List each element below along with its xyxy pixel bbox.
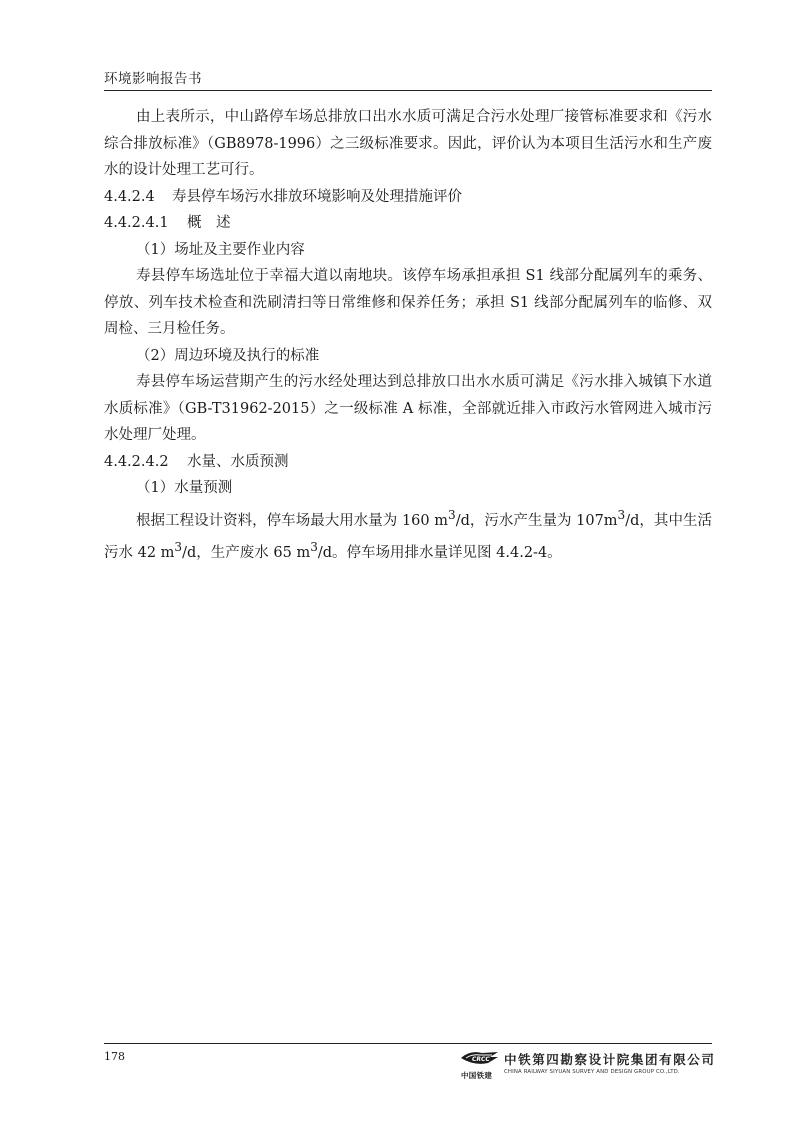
brand-name: 中国铁建	[461, 1071, 493, 1080]
superscript: 3	[617, 507, 626, 522]
page-header	[104, 67, 712, 87]
logo-text: CRCC	[472, 1056, 490, 1063]
document-body	[104, 104, 712, 566]
section-number: 4.4.2.4.2	[104, 453, 169, 470]
section-title: 概 述	[187, 215, 231, 231]
section-number: 4.4.2.4.1	[104, 215, 169, 231]
paragraph-water-forecast: 根据工程设计资料，停车场最大用水量为 160 $m^3/d$，污水产生量为 $107m^3/d$，其中生活污水 42 $m^3/d$，生产废水 65 $m^3/d$。停车场用排水量详见图 4.4.2-4。	[104, 507, 712, 561]
subheading-water-forecast: （1）水量预测	[136, 480, 233, 496]
paragraph-environment: 寿县停车场运营期产生的污水经处理达到总排放口出水水质可满足《污水排入城镇下水道水质标准》（GB-T31962-2015）之一级标准 A 标准，全部就近排入市政污水管网进入城市污水处理厂处理。	[104, 374, 712, 443]
paragraph-site: 寿县停车场选址位于幸福大道以南地块。该停车场承担承担 S1 线部分配属列车的乘务、停放、列车技术检查和洗刷清扫等日常维修和保养任务；承担 S1 线部分配属列车的临修、双周检、三月检任务。	[104, 268, 712, 337]
header-divider	[104, 90, 712, 91]
page-number: 178	[104, 1050, 125, 1063]
paragraph-summary: 由上表所示，中山路停车场总排放口出水水质可满足合污水处理厂接管标准要求和《污水综合排放标准》（GB8978-1996）之三级标准要求。因此，评价认为本项目生活污水和生产废水的设计处理工艺可行。	[104, 109, 712, 178]
header-title: 环境影响报告书	[104, 71, 202, 87]
subheading-environment: （2）周边环境及执行的标准	[136, 347, 320, 364]
footer-divider	[104, 1043, 712, 1044]
section-title: 水量、水质预测	[187, 453, 289, 470]
section-title: 寿县停车场污水排放环境影响及处理措施评价	[172, 188, 462, 205]
section-heading-4-4-2-4	[104, 184, 712, 211]
section-heading-4-4-2-4-2	[104, 449, 712, 476]
superscript: 3	[174, 539, 183, 554]
superscript: 3	[448, 507, 456, 522]
company-logo	[458, 1048, 714, 1082]
section-number: 4.4.2.4	[104, 188, 155, 205]
subheading-site: （1）场址及主要作业内容	[136, 241, 305, 258]
crcc-logo-icon	[460, 1049, 500, 1067]
section-heading-4-4-2-4-1	[104, 210, 712, 237]
company-name-cn: 中铁第四勘察设计院集团有限公司	[504, 1052, 716, 1067]
company-name-en: CHINA RAILWAY SIYUAN SURVEY AND DESIGN GROUP CO.,LTD.	[504, 1069, 680, 1075]
superscript: 3	[310, 539, 318, 554]
